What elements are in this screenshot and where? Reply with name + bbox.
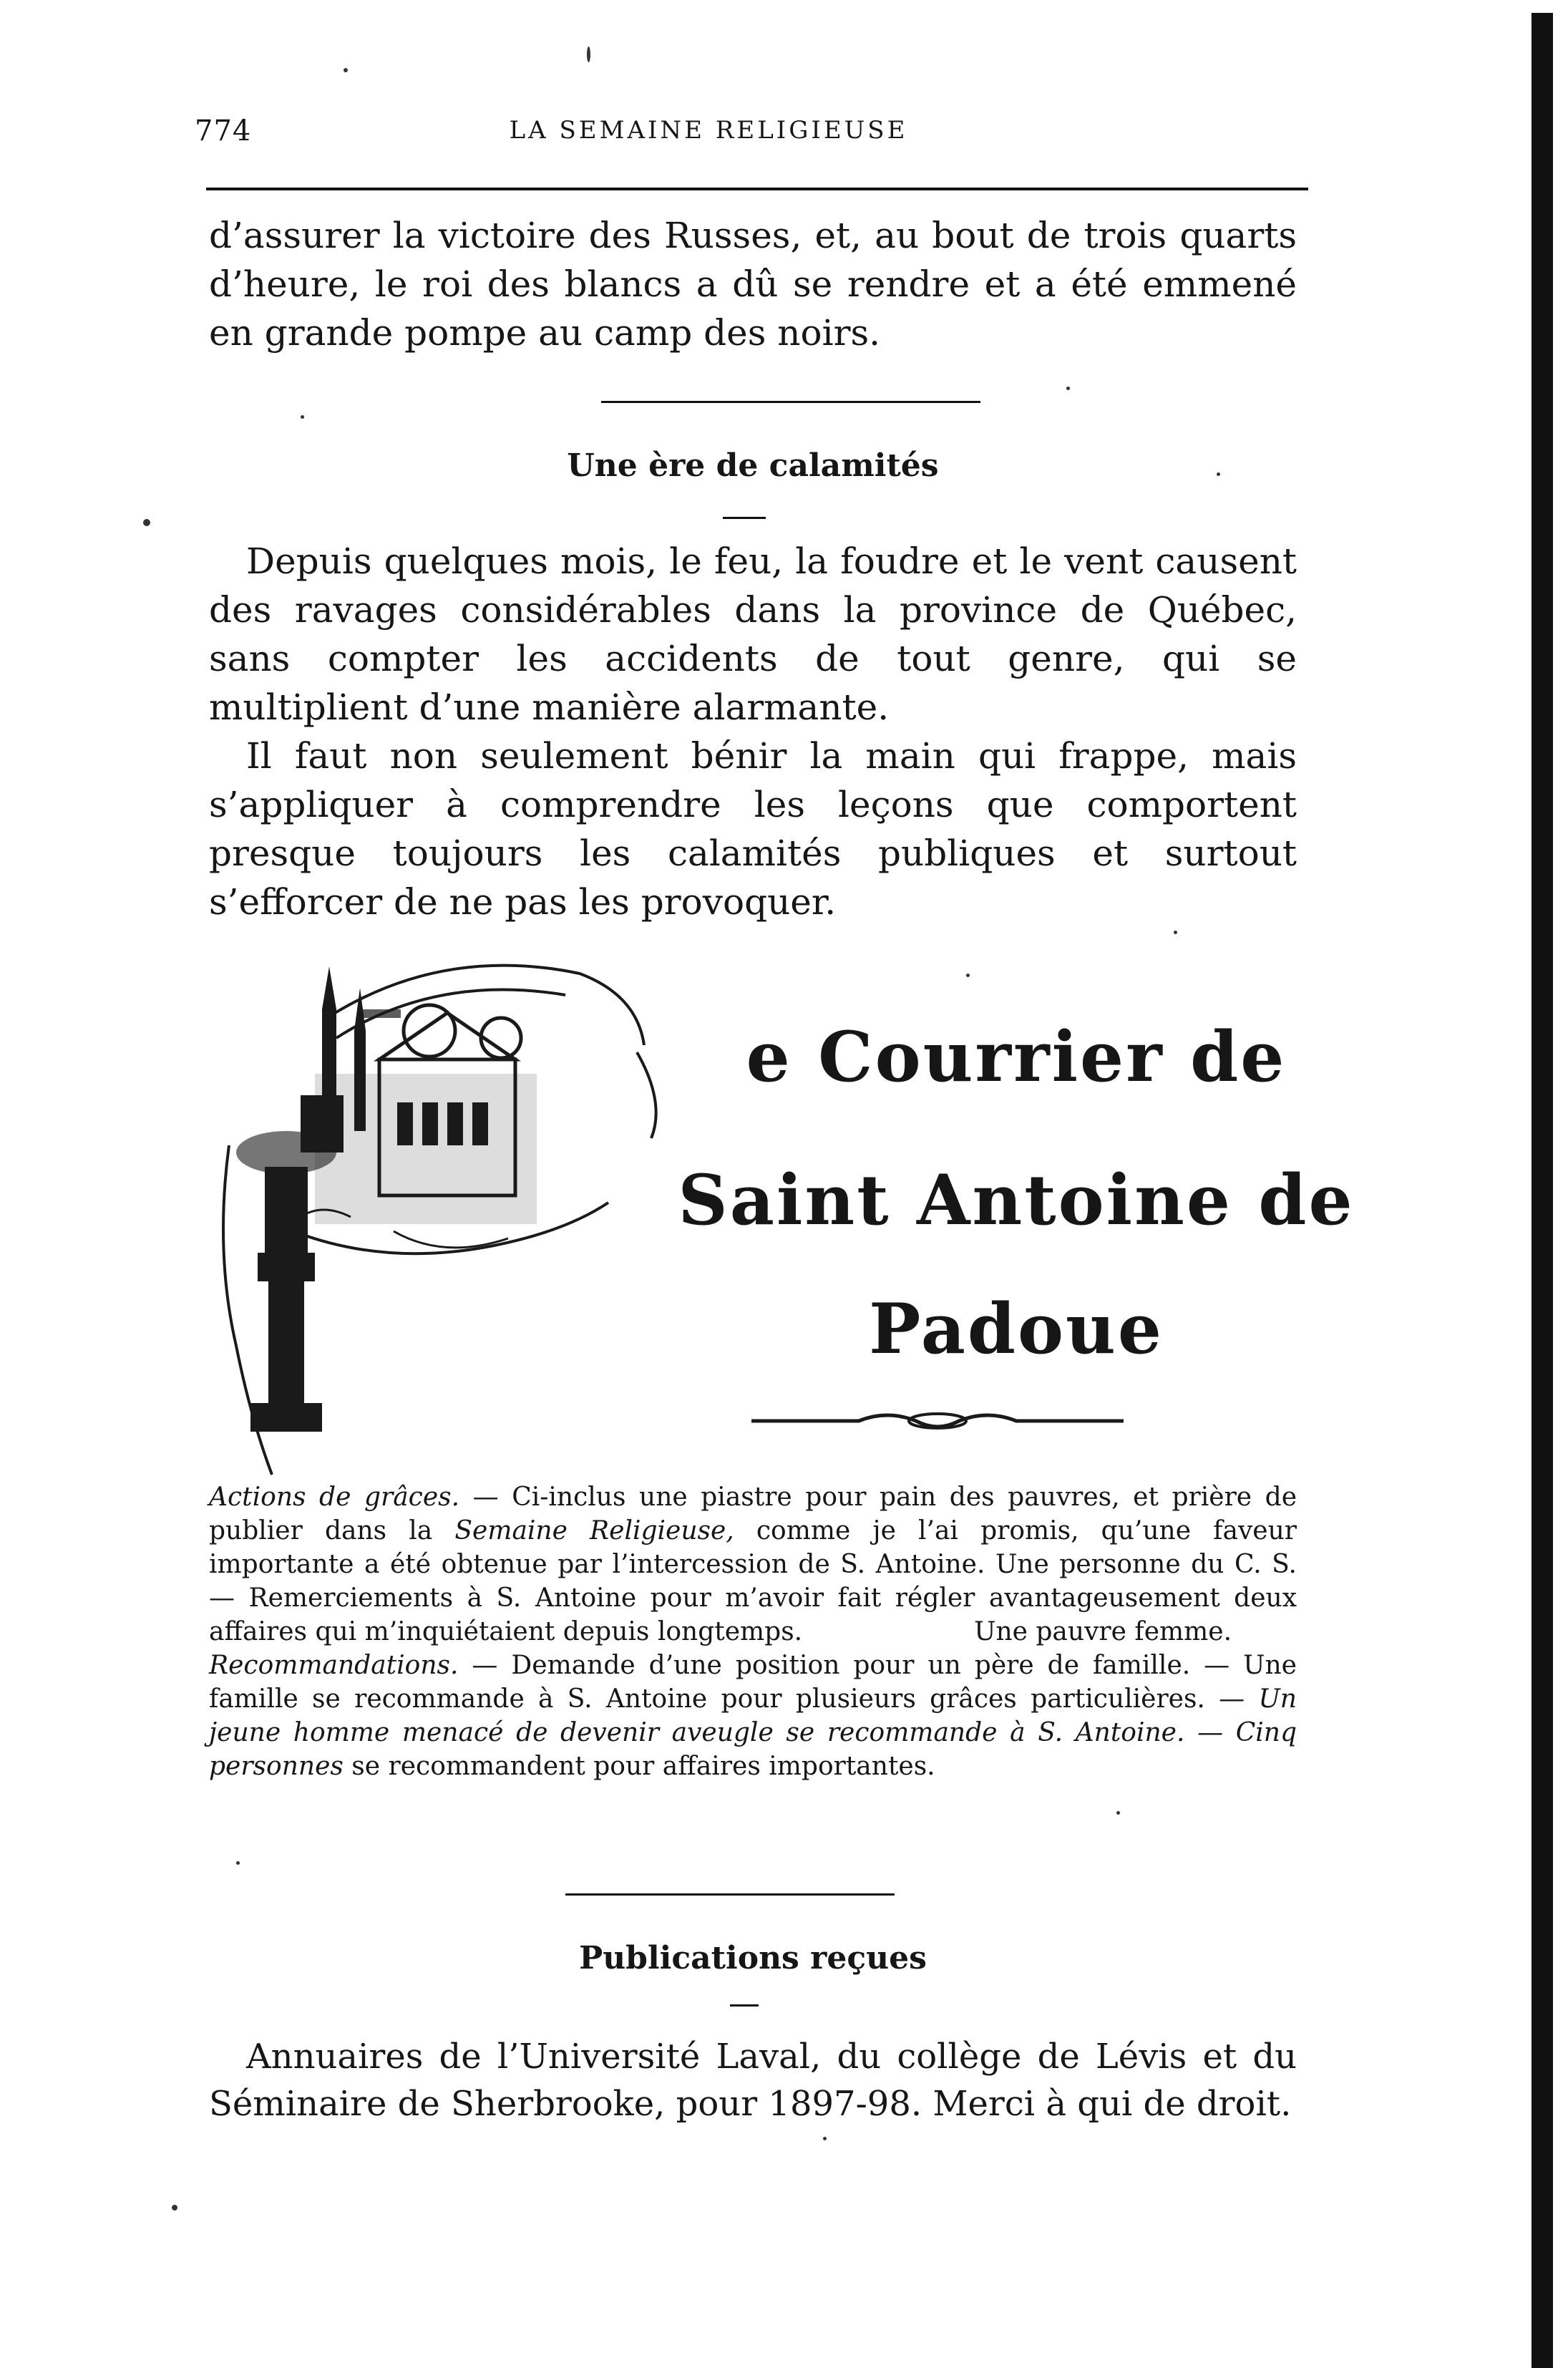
section-divider — [565, 1893, 895, 1896]
courier-notices — [209, 1480, 1297, 1783]
recommandations-paragraph — [209, 1649, 1297, 1783]
ornamental-rule-icon — [751, 1407, 1124, 1435]
paragraph: Depuis quelques mois, le feu, la foudre et le vent causent des ravages considérables dans la province de Québec, sans compter les accidents de tout genre, qui se multiplient d’une manière alarmante. — [209, 540, 1297, 728]
graces-label: Actions de grâces. — [209, 1483, 460, 1512]
opening-paragraph: d’assurer la victoire des Russes, et, au bout de trois quarts d’heure, le roi des blancs a dû se rendre et a été emmené en grande pompe au camp des noirs. — [209, 215, 1297, 354]
graces-text: comme je l’ai promis, qu’une faveur importante a été obtenue par l’intercession de S. Antoine. Une personne du C. S. — Remerciements à S. Antoine pour m’avoir fait régler avantageusement deux affaires qui m’inquiétaient depuis longtemps. — [209, 1516, 1297, 1646]
recommendations-label: Recommandations. — [209, 1651, 459, 1680]
graces-journal: Semaine Religieuse, — [454, 1516, 734, 1545]
courier-title-line1: e Courrier de — [746, 1016, 1287, 1097]
recommendations-text: se recommandent pour affaires importantes. — [343, 1752, 935, 1781]
graces-text: — Ci-inclus une piastre pour pain des pauvres, et prière de publier dans la — [209, 1483, 1297, 1545]
graces-signature: Une pauvre femme. — [974, 1617, 1232, 1646]
title-dash — [723, 517, 766, 519]
recommendations-text: — Demande d’une position pour un père de famille. — Une famille se recommande à S. Antoine pour plusieurs grâces particulières. — — [209, 1651, 1297, 1714]
opening-text — [209, 211, 1297, 357]
section1-body — [209, 537, 1297, 926]
section-divider — [601, 401, 980, 403]
title-dash — [730, 2004, 759, 2007]
courier-title-line2: Saint Antoine de — [678, 1160, 1355, 1241]
publications-paragraph: Annuaires de l’Université Laval, du collège de Lévis et du Séminaire de Sherbrooke, pour 1897-98. Merci à qui de droit. — [209, 2037, 1297, 2124]
running-title: LA SEMAINE RELIGIEUSE — [509, 116, 908, 145]
courier-title-line3: Padoue — [869, 1289, 1164, 1369]
actions-de-graces-paragraph — [209, 1480, 1297, 1649]
publications-body — [209, 2033, 1297, 2127]
recommendations-italic: Un jeune homme menacé de devenir aveugle se recommande à S. Antoine. — Cinq personnes — [209, 1684, 1297, 1781]
basilica-engraving — [208, 931, 694, 1496]
page-number: 774 — [195, 115, 252, 147]
header-rule — [206, 188, 1308, 190]
section-title-publications: Publications reçues — [579, 1940, 927, 1976]
section-title-calamites: Une ère de calamités — [567, 447, 939, 484]
paragraph: Il faut non seulement bénir la main qui frappe, mais s’appliquer à comprendre les leçons que comportent presque toujours les calamités publiques et surtout s’efforcer de ne pas les provoquer. — [209, 735, 1297, 923]
scan-edge-bar — [1532, 13, 1553, 2368]
